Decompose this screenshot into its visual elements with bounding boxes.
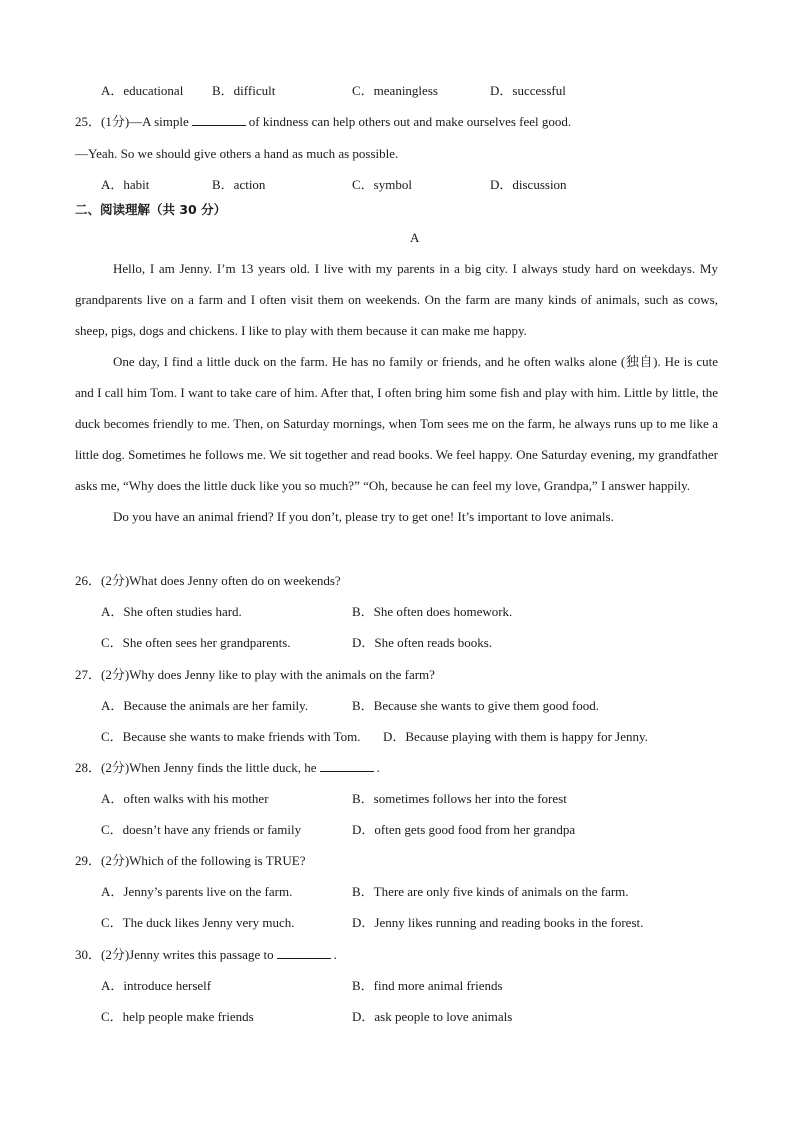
q30-option-a: A．introduce herself (101, 978, 212, 993)
reading-passage (75, 253, 718, 532)
q27-option-d: D．Because playing with them is happy for Jenny. (383, 729, 648, 744)
answer-blank (277, 947, 331, 959)
q26-option-d: D．She often reads books. (352, 635, 493, 650)
q24-option-d: D．successful (490, 83, 566, 98)
q27-stem: 27．(2分)Why does Jenny like to play with the animals on the farm? (75, 667, 435, 682)
q27-option-a: A．Because the animals are her family. (101, 698, 309, 713)
passage-paragraph-2: One day, I find a little duck on the farm. He has no family or friends, and he often walks alone (独自). He is cute and I call him Tom. I want to take care of him. After that, I often bring him some fish and play with him. Little by little, the duck becomes friendly to me. Then, on Saturday mornings, when Tom sees me on the farm, he always runs up to me like a little dog. Sometimes he follows me. We sit together and read books. We feel happy. One Saturday evening, my grandfather asks me, “Why does the little duck like you so much?” “Oh, because he can feel my love, Grandpa,” I answer happily. (75, 354, 718, 493)
q25-reply: —Yeah. So we should give others a hand as much as possible. (75, 146, 399, 161)
q30-option-b: B．find more animal friends (352, 978, 503, 993)
answer-blank (192, 114, 246, 126)
q24-option-c: C．meaningless (352, 83, 438, 98)
q28-option-a: A．often walks with his mother (101, 791, 269, 806)
q25-option-d: D．discussion (490, 177, 567, 192)
q29-stem: 29．(2分)Which of the following is TRUE? (75, 853, 306, 868)
q25-stem (75, 114, 571, 130)
q30-option-d: D．ask people to love animals (352, 1009, 513, 1024)
q29-option-a: A．Jenny’s parents live on the farm. (101, 884, 293, 899)
q25-option-c: C．symbol (352, 177, 412, 192)
q28-option-d: D．often gets good food from her grandpa (352, 822, 576, 837)
q27-option-c: C．Because she wants to make friends with Tom. (101, 729, 361, 744)
q29-option-c: C．The duck likes Jenny very much. (101, 915, 295, 930)
q25-option-b: B．action (212, 177, 266, 192)
q26-option-b: B．She often does homework. (352, 604, 513, 619)
q27-option-b: B．Because she wants to give them good food. (352, 698, 599, 713)
section-title: 二、阅读理解（共 30 分） (75, 202, 227, 217)
passage-label: A (410, 230, 420, 245)
q26-stem: 26．(2分)What does Jenny often do on weekends? (75, 573, 341, 588)
q28-stem-text: 28．(2分)When Jenny finds the little duck, he (75, 760, 317, 775)
q30-option-c: C．help people make friends (101, 1009, 254, 1024)
answer-blank (320, 760, 374, 772)
q25-option-a: A．habit (101, 177, 150, 192)
q29-option-b: B．There are only five kinds of animals on the farm. (352, 884, 629, 899)
q30-stem-text: 30．(2分)Jenny writes this passage to (75, 947, 274, 962)
q25-number: 25．(1分)—A simple (75, 114, 189, 129)
q26-option-a: A．She often studies hard. (101, 604, 242, 619)
q24-option-a: A．educational (101, 83, 184, 98)
q28-stem: 28．(2分)When Jenny finds the little duck, he . (75, 760, 380, 775)
q24-option-b: B．difficult (212, 83, 276, 98)
q30-stem: 30．(2分)Jenny writes this passage to . (75, 947, 337, 962)
q29-option-d: D．Jenny likes running and reading books in the forest. (352, 915, 644, 930)
q28-option-b: B．sometimes follows her into the forest (352, 791, 567, 806)
q28-option-c: C．doesn’t have any friends or family (101, 822, 302, 837)
q26-option-c: C．She often sees her grandparents. (101, 635, 291, 650)
passage-paragraph-3: Do you have an animal friend? If you don’t, please try to get one! It’s important to love animals. (113, 509, 614, 524)
q25-stem-after: of kindness can help others out and make ourselves feel good. (248, 114, 572, 129)
passage-paragraph-1: Hello, I am Jenny. I’m 13 years old. I live with my parents in a big city. I always study hard on weekdays. My grandparents live on a farm and I often visit them on weekends. On the farm are many kinds of animals, such as cows, sheep, pigs, dogs and chickens. I like to play with them because it can make me happy. (75, 261, 718, 338)
